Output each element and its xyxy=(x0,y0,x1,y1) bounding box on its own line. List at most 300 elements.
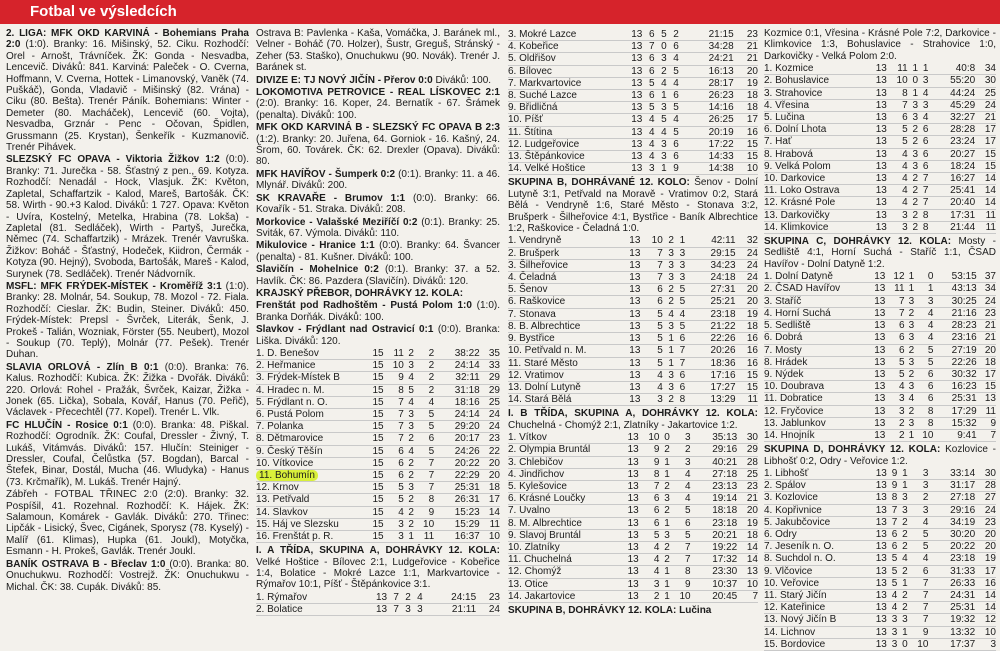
report-paragraph xyxy=(764,28,996,62)
stat-cell: 3 xyxy=(922,75,929,87)
stat-cell: 6 xyxy=(922,148,929,160)
report-text: (1:0). Branky: 28. Molnár, 54. Soukup, 78. Mozol - 72. Fiala. Rozhodčí: Cieslar. ŽK: Budin, Steiner. Diváků: 450. Frýdek-Místek: Prepsl - Švrček, Literák, Šenk, J. Prokeš - Talián, Wozniak, Förster (55. Neubert), Mozol - Soukup (70. Teplý), Molnár (77. Pešek). Trenér Duhan. xyxy=(6,280,249,361)
team-name: 4. Čeladná xyxy=(508,272,557,284)
team-name: 3. Frýdek-Místek B xyxy=(256,372,340,384)
stat-cell: 55:20 xyxy=(950,75,976,87)
stat-cell: 5 xyxy=(685,505,691,517)
stat-cell: 4 xyxy=(648,126,655,138)
stat-cell: 13 xyxy=(629,272,641,284)
stat-cell: 13 xyxy=(631,53,643,65)
stat-cell: 3 xyxy=(990,638,996,650)
stat-cell: 20 xyxy=(984,344,996,356)
stat-cell: 25:31 xyxy=(950,602,976,614)
stat-cell: 13 xyxy=(629,333,641,345)
team-name: 8. Hrádek xyxy=(764,356,808,368)
team-name: 5. Frýdlant n. O. xyxy=(256,396,328,408)
table-row xyxy=(508,505,758,517)
stat-cell: 17 xyxy=(984,368,996,380)
stat-cell: 13 xyxy=(631,29,643,40)
stat-cell: 4 xyxy=(927,307,934,319)
stat-cell: 5 xyxy=(679,320,686,332)
stat-cell: 4 xyxy=(922,516,929,528)
stat-cell: 18 xyxy=(746,320,758,332)
stat-cell: 3 xyxy=(902,614,908,626)
stat-cell: 0 xyxy=(664,432,670,444)
stat-cell: 15 xyxy=(372,482,384,494)
stat-cell: 14:38 xyxy=(708,163,734,175)
stat-cell: 13 xyxy=(874,295,886,307)
report-text: Velké Hoštice - Bílovec 2:1, Ludgeřovice - Kobeřice 1:4, Bolatice - Mokré Lazce 1:1, Markvartovice - Rýmařov 10:1, Píšť - Štěpánkovice 3:1. xyxy=(256,556,500,591)
table-row xyxy=(764,283,996,295)
stat-cell: 13 xyxy=(629,284,641,296)
report-paragraph xyxy=(6,559,249,593)
stat-cell: 13 xyxy=(874,307,886,319)
stat-cell: 29 xyxy=(488,372,500,384)
stat-cell: 17 xyxy=(746,114,758,126)
stat-cell: 13 xyxy=(875,638,887,650)
stat-cell: 17:37 xyxy=(950,638,976,650)
stat-cell: 34 xyxy=(984,63,996,75)
stat-cell: 20:22 xyxy=(950,541,976,553)
stat-cell: 20:27 xyxy=(950,148,976,160)
stat-cell: 13 xyxy=(874,320,886,332)
stat-cell: 6 xyxy=(922,565,929,577)
stat-cell: 25 xyxy=(984,87,996,99)
report-paragraph xyxy=(6,281,249,361)
stat-cell: 14 xyxy=(984,185,996,197)
table-row xyxy=(508,578,758,590)
team-name: 7. Stonava xyxy=(508,308,556,320)
report-heading: 2. LIGA: MFK OKD KARVINÁ - Bohemians Praha 2:0 xyxy=(6,28,249,51)
stat-cell: 13 xyxy=(629,320,641,332)
stat-cell: 13 xyxy=(631,114,643,126)
team-name: 14. Klimkovice xyxy=(764,221,829,233)
reports-col2-bottom xyxy=(256,545,500,591)
stat-cell: 32:11 xyxy=(455,372,480,384)
team-name: 4. Jindřichov xyxy=(508,468,565,480)
report-heading: Slavkov - Frýdlant nad Ostravicí 0:1 xyxy=(256,324,434,336)
report-heading: MSFL: MFK FRÝDEK-MÍSTEK - Kroměříž 3:1 xyxy=(6,280,222,292)
stat-cell: 13 xyxy=(875,565,887,577)
stat-cell: 16:23 xyxy=(951,381,977,393)
stat-cell: 4 xyxy=(661,77,667,89)
stat-cell: 13 xyxy=(627,505,639,517)
stat-cell: 7 xyxy=(679,345,686,357)
stat-cell: 29 xyxy=(746,444,758,456)
table-row xyxy=(764,136,996,148)
table-row xyxy=(764,173,996,185)
stat-cell: 13 xyxy=(875,160,887,172)
stat-cell: 15 xyxy=(372,347,384,359)
stat-cell: 7 xyxy=(653,480,660,492)
stat-cell: 6 xyxy=(922,124,929,136)
stat-cell: 12 xyxy=(893,271,905,283)
table-row xyxy=(764,209,996,221)
stat-cell: 2 xyxy=(661,65,667,77)
table-row xyxy=(256,531,500,543)
stat-cell: 5 xyxy=(902,124,908,136)
stat-cell: 1 xyxy=(668,345,674,357)
stat-cell: 34:28 xyxy=(708,41,734,53)
stat-cell: 15 xyxy=(372,360,384,372)
stat-cell: 6 xyxy=(657,296,663,308)
stat-cell: 13 xyxy=(631,90,643,102)
team-name: 7. Hať xyxy=(764,136,792,148)
stat-cell: 5 xyxy=(657,333,663,345)
stat-cell: 3 xyxy=(417,604,423,616)
stat-cell: 13 xyxy=(875,516,887,528)
stat-cell: 24:14 xyxy=(454,360,480,372)
stat-cell: 6 xyxy=(898,344,905,356)
table-row xyxy=(764,589,996,601)
stat-cell: 13 xyxy=(629,296,641,308)
stat-cell: 19 xyxy=(984,553,996,565)
stat-cell: 2 xyxy=(908,307,915,319)
table-row xyxy=(508,90,758,102)
stat-cell: 15 xyxy=(372,372,384,384)
stat-cell: 27:18 xyxy=(712,468,738,480)
stat-cell: 13 xyxy=(875,87,887,99)
table-row xyxy=(764,492,996,504)
stat-cell: 8 xyxy=(891,492,898,504)
table-row xyxy=(508,65,758,77)
table-row xyxy=(764,565,996,577)
stat-cell: 7 xyxy=(393,604,399,616)
table-ib-skupina-b xyxy=(764,63,996,234)
col3-trailing-heading: SKUPINA B, DOHRÁVKY 12. KOLA: Lučina xyxy=(508,604,712,616)
stat-cell: 3 xyxy=(891,638,898,650)
team-name: 5. Oldřišov xyxy=(508,53,556,65)
stat-cell: 7 xyxy=(922,614,929,626)
stat-cell: 13 xyxy=(875,553,887,565)
stat-cell: 13 xyxy=(875,75,887,87)
stat-cell: 8 xyxy=(653,468,660,480)
stat-cell: 16 xyxy=(746,126,758,138)
table-row xyxy=(508,357,758,369)
stat-cell: 18 xyxy=(984,356,996,368)
stat-cell: 13:29 xyxy=(710,394,736,406)
stat-cell: 24:26 xyxy=(454,445,480,457)
reports-col3-mid xyxy=(508,177,758,234)
team-name: 1. D. Benešov xyxy=(256,347,319,359)
team-name: 3. Strahovice xyxy=(764,87,823,99)
table-ia-skupina-a-top xyxy=(256,592,500,616)
stat-cell: 33 xyxy=(488,360,500,372)
stat-cell: 4 xyxy=(902,148,908,160)
stat-cell: 21 xyxy=(984,112,996,124)
table-row xyxy=(256,372,500,384)
team-name: 7. Uvalno xyxy=(508,505,551,517)
stat-cell: 3 xyxy=(668,259,674,271)
stat-cell: 4 xyxy=(898,381,905,393)
team-name: 9. Velká Polom xyxy=(764,160,831,172)
table-row xyxy=(508,272,758,284)
stat-cell: 5 xyxy=(927,344,934,356)
stat-cell: 1 xyxy=(922,63,929,75)
team-name: 8. M. Albrechtice xyxy=(508,517,582,529)
stat-cell: 16:27 xyxy=(950,173,976,185)
stat-cell: 13 xyxy=(874,283,886,295)
stat-cell: 26:23 xyxy=(708,90,734,102)
team-name: 11. Chuchelná xyxy=(508,554,572,566)
stat-cell: 2 xyxy=(685,444,691,456)
stat-cell: 13 xyxy=(627,480,639,492)
stat-cell: 13 xyxy=(629,259,641,271)
stat-cell: 7 xyxy=(898,307,905,319)
stat-cell: 13 xyxy=(875,148,887,160)
report-paragraph xyxy=(256,217,500,240)
stat-cell: 1 xyxy=(902,626,908,638)
stat-cell: 4 xyxy=(668,308,674,320)
stat-cell: 14:33 xyxy=(708,151,734,163)
stat-cell: 13 xyxy=(627,566,639,578)
report-heading: BANÍK OSTRAVA B - Břeclav 1:0 xyxy=(6,558,166,570)
stat-cell: 29:20 xyxy=(454,421,480,433)
stat-cell: 13 xyxy=(631,65,643,77)
report-text: Zábřeh - FOTBAL TŘINEC 2:0 (2:0). Branky: 32. Pospíšil, 41. Rozehnal. Rozhodčí: K. Hájek. ŽK: Salamoun, Komárek - Gavlák. Diváků: 270. Třinec: Lipčák - Lisický, Švec, Cigánek, Sporysz (78. Kyselý) - Malíř (61. Klimas), Hupka (61. Joukl), Motyčka, Esmann - H. Prokeš, Gavlák. Trenér Joukl. xyxy=(6,489,249,558)
stat-cell: 0 xyxy=(902,638,908,650)
stat-cell: 3 xyxy=(922,467,929,479)
stat-cell: 1 xyxy=(668,357,674,369)
stat-cell: 18 xyxy=(746,90,758,102)
stat-cell: 13 xyxy=(629,381,641,393)
team-name: 12. Krnov xyxy=(256,482,299,494)
stat-cell: 13 xyxy=(874,393,886,405)
stat-cell: 1 xyxy=(902,480,908,492)
stat-cell: 7 xyxy=(922,197,929,209)
table-row xyxy=(764,75,996,87)
stat-cell: 0 xyxy=(912,75,919,87)
report-text: (0:0). Branky: 66. Kovařík - 51. Straka. Diváků: 208. xyxy=(256,192,500,216)
stat-cell: 5 xyxy=(661,29,667,40)
stat-cell: 13 xyxy=(875,197,887,209)
table-row xyxy=(508,53,758,65)
stat-cell: 27:18 xyxy=(950,492,976,504)
stat-cell: 9 xyxy=(891,467,898,479)
stat-cell: 10 xyxy=(392,360,404,372)
stat-cell: 23:24 xyxy=(950,136,976,148)
stat-cell: 6 xyxy=(922,136,929,148)
stat-cell: 5 xyxy=(673,65,679,77)
stat-cell: 13 xyxy=(627,517,639,529)
stat-cell: 4 xyxy=(657,369,663,381)
stat-cell: 6 xyxy=(679,369,686,381)
team-name: 5. Šenov xyxy=(508,284,548,296)
team-name: 8. B. Albrechtice xyxy=(508,320,581,332)
table-row xyxy=(508,126,758,138)
stat-cell: 7 xyxy=(398,408,404,420)
team-name: 14. Stará Bělá xyxy=(508,394,572,406)
team-name: 2. Bohuslavice xyxy=(764,75,830,87)
report-text: Kozmice 0:1, Vřesina - Krásné Pole 7:2, Darkovice - Klimkovice 1:3, Bohuslavice - Strahovice 1:0, Darkovičky - Velká Polom 2:0. xyxy=(764,28,996,62)
team-name: 12. Krásné Pole xyxy=(764,197,836,209)
team-name: 10. Vítkovice xyxy=(256,457,314,469)
stat-cell: 2 xyxy=(408,518,414,530)
stat-cell: 3 xyxy=(661,102,667,114)
report-text: Ostrava B: Pavlenka - Kaša, Vomáčka, J. Baránek ml., Velner - Boháč (70. Holzer), Šustr, Greguš, Stránský - Zeher (53. Staško), Onuchukwu (90. Novák). Trenér J. Baránek st. xyxy=(256,28,500,74)
stat-cell: 6 xyxy=(891,528,898,540)
stat-cell: 14:16 xyxy=(708,102,734,114)
stat-cell: 13 xyxy=(631,126,643,138)
stat-cell: 2 xyxy=(912,209,919,221)
stat-cell: 13 xyxy=(631,163,643,175)
stat-cell: 1 xyxy=(902,467,908,479)
stat-cell: 18:36 xyxy=(710,357,736,369)
stat-cell: 5 xyxy=(891,565,898,577)
table-ia-skupina-a xyxy=(508,29,758,175)
stat-cell: 6 xyxy=(653,493,660,505)
stat-cell: 34:19 xyxy=(950,516,976,528)
stat-cell: 7 xyxy=(891,504,898,516)
stat-cell: 2 xyxy=(908,405,915,417)
stat-cell: 21 xyxy=(984,320,996,332)
table-row xyxy=(256,396,500,408)
team-name: 14. Velké Hoštice xyxy=(508,163,586,175)
stat-cell: 13 xyxy=(629,308,641,320)
stat-cell: 3 xyxy=(912,148,919,160)
stat-cell: 40:8 xyxy=(955,63,976,75)
stat-cell: 5 xyxy=(648,102,655,114)
table-row xyxy=(508,114,758,126)
stat-cell: 21:22 xyxy=(710,320,736,332)
table-row xyxy=(764,614,996,626)
report-heading: DIVIZE E: TJ NOVÝ JIČÍN - Přerov 0:0 xyxy=(256,74,433,86)
stat-cell: 4 xyxy=(902,185,908,197)
stat-cell: 20:21 xyxy=(712,529,738,541)
stat-cell: 5 xyxy=(648,77,655,89)
table-row xyxy=(508,296,758,308)
stat-cell: 21 xyxy=(746,41,758,53)
stat-cell: 6 xyxy=(653,505,660,517)
stat-cell: 6 xyxy=(891,541,898,553)
stat-cell: 15 xyxy=(372,408,384,420)
table-row xyxy=(508,259,758,271)
team-name: 9. Vlčovice xyxy=(764,565,813,577)
team-name: 14. Slavkov xyxy=(256,506,308,518)
stat-cell: 19 xyxy=(746,517,758,529)
report-text: (0:0). Branka: 80. Onuchukwu. Rozhodčí: Vostrejž. ŽK: Onuchukwu - Michal. ČK: 38. Cupák. Diváků: 85. xyxy=(6,558,249,593)
stat-cell: 20 xyxy=(488,470,500,481)
stat-cell: 2 xyxy=(673,29,679,40)
report-heading: MFK HAVÍŘOV - Šumperk 0:2 xyxy=(256,168,396,180)
stat-cell: 3 xyxy=(408,421,414,433)
stat-cell: 4 xyxy=(927,332,934,344)
stat-cell: 9 xyxy=(990,417,996,429)
team-name: 6. Dobrá xyxy=(764,332,803,344)
stat-cell: 15 xyxy=(372,457,384,469)
stat-cell: 1 xyxy=(664,468,670,480)
stat-cell: 2 xyxy=(668,296,674,308)
stat-cell: 7 xyxy=(657,259,663,271)
stat-cell: 3 xyxy=(664,529,670,541)
stat-cell: 23:30 xyxy=(712,566,738,578)
stat-cell: 13 xyxy=(874,356,886,368)
report-paragraph xyxy=(256,324,500,347)
stat-cell: 15 xyxy=(746,138,758,150)
stat-cell: 28 xyxy=(746,456,758,468)
stat-cell: 13 xyxy=(875,614,887,626)
stat-cell: 1 xyxy=(912,63,919,75)
stat-cell: 6 xyxy=(922,160,929,172)
report-heading: KRAJSKÝ PŘEBOR, DOHRÁVKY 12. KOLA: xyxy=(256,287,464,299)
stat-cell: 7 xyxy=(902,99,908,111)
stat-cell: 2 xyxy=(408,347,414,359)
stat-cell: 8 xyxy=(922,221,929,233)
stat-cell: 14 xyxy=(746,554,758,566)
report-paragraph xyxy=(764,444,996,467)
stat-cell: 10 xyxy=(746,163,758,175)
section-title: Fotbal ve výsledcích xyxy=(30,3,177,20)
stat-cell: 11 xyxy=(985,209,996,221)
stat-cell: 1 xyxy=(927,283,934,295)
stat-cell: 13 xyxy=(874,405,886,417)
team-name: 13. Petřvald xyxy=(256,494,310,506)
stat-cell: 12 xyxy=(984,614,996,626)
stat-cell: 5 xyxy=(657,357,663,369)
stat-cell: 13 xyxy=(627,456,639,468)
table-row xyxy=(764,504,996,516)
report-paragraph xyxy=(6,28,249,153)
stat-cell: 4 xyxy=(685,468,691,480)
stat-cell: 13 xyxy=(629,247,641,259)
stat-cell: 4 xyxy=(902,160,908,172)
stat-cell: 15 xyxy=(746,381,758,393)
stat-cell: 8 xyxy=(927,405,934,417)
table-row xyxy=(764,577,996,589)
table-row xyxy=(256,457,500,469)
report-paragraph xyxy=(256,122,500,168)
table-row xyxy=(508,284,758,296)
stat-cell: 21 xyxy=(984,332,996,344)
stat-cell: 13 xyxy=(875,63,887,75)
stat-cell: 17 xyxy=(488,494,500,506)
report-paragraph xyxy=(6,362,249,419)
stat-cell: 2 xyxy=(428,347,435,359)
team-name: 11. Starý Jičín xyxy=(764,589,827,601)
team-name: 2. Spálov xyxy=(764,480,806,492)
table-row xyxy=(508,541,758,553)
report-paragraph xyxy=(508,408,758,431)
stat-cell: 13 xyxy=(875,467,887,479)
stat-cell: 24 xyxy=(984,295,996,307)
report-heading: Morkovice - Valašské Meziříčí 0:2 xyxy=(256,216,418,228)
stat-cell: 5 xyxy=(891,577,898,589)
stat-cell: 5 xyxy=(922,541,929,553)
report-heading: SLAVIA ORLOVÁ - Zlín B 0:1 xyxy=(6,361,159,373)
stat-cell: 8 xyxy=(428,494,435,506)
stat-cell: 13 xyxy=(631,41,643,53)
stat-cell: 10 xyxy=(651,235,663,247)
team-name: 4. Kobeřice xyxy=(508,41,559,53)
stat-cell: 6 xyxy=(679,381,686,393)
stat-cell: 6 xyxy=(648,90,655,102)
table-row xyxy=(508,247,758,259)
report-heading: I. A TŘÍDA, SKUPINA A, DOHRÁVKY 12. KOLA: xyxy=(256,545,500,557)
stat-cell: 13 xyxy=(984,393,996,405)
stat-cell: 3 xyxy=(922,504,929,516)
table-row xyxy=(764,307,996,319)
stat-cell: 32:27 xyxy=(950,112,976,124)
stat-cell: 8 xyxy=(398,384,404,396)
table-row xyxy=(764,160,996,172)
stat-cell: 3 xyxy=(668,320,674,332)
stat-cell: 6 xyxy=(927,381,934,393)
stat-cell: 13 xyxy=(629,235,641,247)
report-paragraph xyxy=(6,420,249,488)
report-paragraph xyxy=(256,75,500,86)
stat-cell: 4 xyxy=(398,506,404,518)
stat-cell: 3 xyxy=(648,163,655,175)
